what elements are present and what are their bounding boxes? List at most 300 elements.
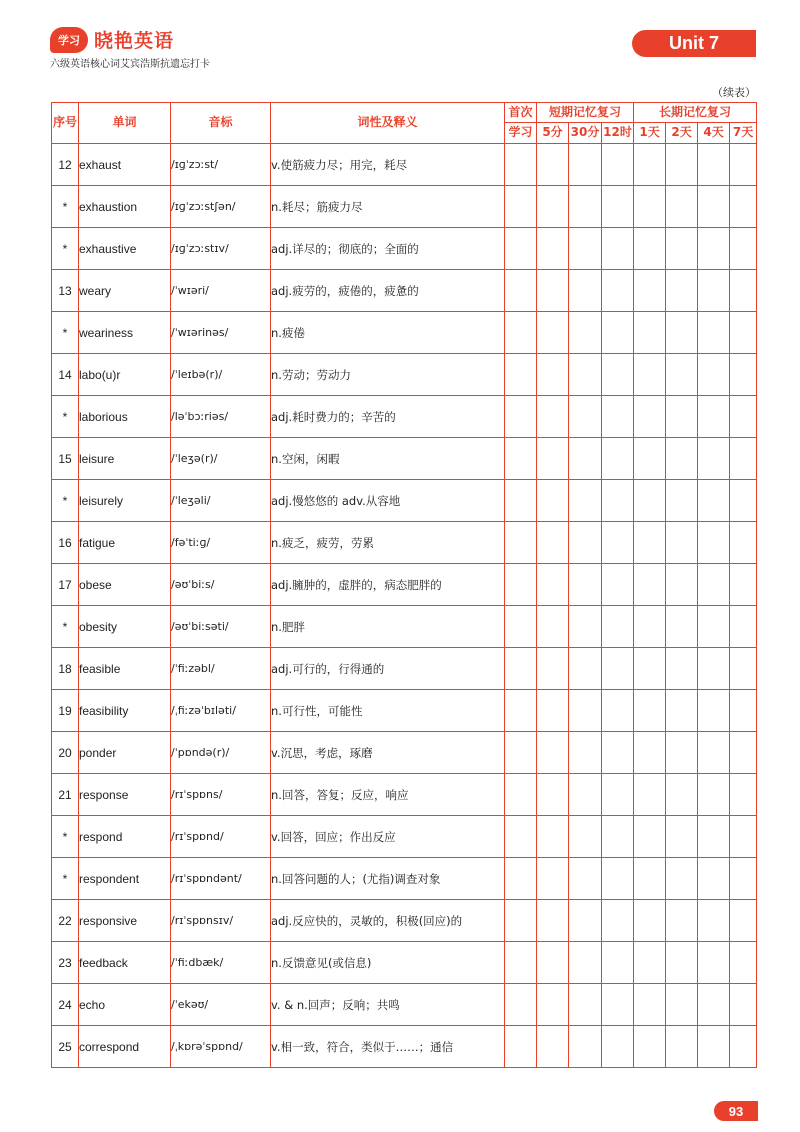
row-word: laborious bbox=[79, 396, 171, 438]
review-checkbox-cell[interactable] bbox=[730, 396, 757, 438]
row-word: respond bbox=[79, 816, 171, 858]
review-checkbox-cell[interactable] bbox=[537, 606, 569, 648]
row-phonetic: /ˈwɪəri/ bbox=[171, 270, 271, 312]
row-word: ponder bbox=[79, 732, 171, 774]
review-checkbox-cell[interactable] bbox=[537, 732, 569, 774]
review-checkbox-cell[interactable] bbox=[698, 648, 730, 690]
review-checkbox-cell[interactable] bbox=[505, 144, 537, 186]
review-checkbox-cell[interactable] bbox=[666, 942, 698, 984]
review-checkbox-cell[interactable] bbox=[634, 606, 666, 648]
review-checkbox-cell[interactable] bbox=[537, 858, 569, 900]
review-checkbox-cell[interactable] bbox=[602, 900, 634, 942]
review-checkbox-cell[interactable] bbox=[730, 774, 757, 816]
row-index: 20 bbox=[52, 732, 79, 774]
review-checkbox-cell[interactable] bbox=[730, 354, 757, 396]
review-checkbox-cell[interactable] bbox=[666, 480, 698, 522]
row-meaning: n.回答问题的人；(尤指)调查对象 bbox=[271, 858, 505, 900]
row-meaning: n.疲倦 bbox=[271, 312, 505, 354]
review-checkbox-cell[interactable] bbox=[537, 522, 569, 564]
review-checkbox-cell[interactable] bbox=[698, 396, 730, 438]
row-word: respondent bbox=[79, 858, 171, 900]
review-checkbox-cell[interactable] bbox=[602, 774, 634, 816]
review-checkbox-cell[interactable] bbox=[666, 774, 698, 816]
review-checkbox-cell[interactable] bbox=[569, 270, 602, 312]
review-checkbox-cell[interactable] bbox=[569, 228, 602, 270]
table-row bbox=[52, 270, 757, 312]
review-checkbox-cell[interactable] bbox=[602, 186, 634, 228]
review-checkbox-cell[interactable] bbox=[730, 480, 757, 522]
review-checkbox-cell[interactable] bbox=[602, 312, 634, 354]
table-row bbox=[52, 606, 757, 648]
review-checkbox-cell[interactable] bbox=[602, 816, 634, 858]
review-checkbox-cell[interactable] bbox=[537, 774, 569, 816]
review-checkbox-cell[interactable] bbox=[634, 774, 666, 816]
review-checkbox-cell[interactable] bbox=[698, 690, 730, 732]
row-word: obesity bbox=[79, 606, 171, 648]
review-checkbox-cell[interactable] bbox=[505, 942, 537, 984]
review-checkbox-cell[interactable] bbox=[505, 564, 537, 606]
row-word: exhaustion bbox=[79, 186, 171, 228]
review-checkbox-cell[interactable] bbox=[569, 186, 602, 228]
review-checkbox-cell[interactable] bbox=[505, 1026, 537, 1068]
review-checkbox-cell[interactable] bbox=[634, 522, 666, 564]
review-checkbox-cell[interactable] bbox=[730, 690, 757, 732]
review-checkbox-cell[interactable] bbox=[698, 522, 730, 564]
review-checkbox-cell[interactable] bbox=[602, 354, 634, 396]
review-checkbox-cell[interactable] bbox=[537, 816, 569, 858]
review-checkbox-cell[interactable] bbox=[569, 942, 602, 984]
row-phonetic: /ˈfiːzəbl/ bbox=[171, 648, 271, 690]
review-checkbox-cell[interactable] bbox=[505, 186, 537, 228]
row-phonetic: /ˈleʒəli/ bbox=[171, 480, 271, 522]
review-checkbox-cell[interactable] bbox=[537, 438, 569, 480]
review-checkbox-cell[interactable] bbox=[634, 564, 666, 606]
review-checkbox-cell[interactable] bbox=[537, 984, 569, 1026]
review-checkbox-cell[interactable] bbox=[730, 438, 757, 480]
row-index: 25 bbox=[52, 1026, 79, 1068]
review-checkbox-cell[interactable] bbox=[602, 942, 634, 984]
row-phonetic: /ˌfiːzəˈbɪləti/ bbox=[171, 690, 271, 732]
row-index: * bbox=[52, 606, 79, 648]
row-meaning: adj.疲劳的，疲倦的，疲惫的 bbox=[271, 270, 505, 312]
review-checkbox-cell[interactable] bbox=[602, 648, 634, 690]
row-phonetic: /əʊˈbiːs/ bbox=[171, 564, 271, 606]
row-word: leisurely bbox=[79, 480, 171, 522]
review-checkbox-cell[interactable] bbox=[537, 144, 569, 186]
continued-label: （续表） bbox=[712, 86, 756, 99]
row-meaning: n.可行性，可能性 bbox=[271, 690, 505, 732]
review-checkbox-cell[interactable] bbox=[537, 900, 569, 942]
review-checkbox-cell[interactable] bbox=[666, 732, 698, 774]
review-checkbox-cell[interactable] bbox=[569, 522, 602, 564]
review-checkbox-cell[interactable] bbox=[602, 228, 634, 270]
review-checkbox-cell[interactable] bbox=[537, 480, 569, 522]
row-word: responsive bbox=[79, 900, 171, 942]
review-checkbox-cell[interactable] bbox=[602, 606, 634, 648]
review-checkbox-cell[interactable] bbox=[602, 270, 634, 312]
review-checkbox-cell[interactable] bbox=[730, 228, 757, 270]
review-checkbox-cell[interactable] bbox=[666, 606, 698, 648]
review-checkbox-cell[interactable] bbox=[602, 564, 634, 606]
table-row bbox=[52, 438, 757, 480]
review-checkbox-cell[interactable] bbox=[505, 858, 537, 900]
review-checkbox-cell[interactable] bbox=[569, 732, 602, 774]
table-row bbox=[52, 942, 757, 984]
row-meaning: v.沉思，考虑，琢磨 bbox=[271, 732, 505, 774]
row-index: * bbox=[52, 186, 79, 228]
review-checkbox-cell[interactable] bbox=[698, 774, 730, 816]
header-short-term: 短期记忆复习 bbox=[537, 103, 634, 123]
review-checkbox-cell[interactable] bbox=[602, 732, 634, 774]
review-checkbox-cell[interactable] bbox=[666, 228, 698, 270]
review-checkbox-cell[interactable] bbox=[505, 396, 537, 438]
review-checkbox-cell[interactable] bbox=[666, 144, 698, 186]
review-checkbox-cell[interactable] bbox=[666, 438, 698, 480]
review-checkbox-cell[interactable] bbox=[602, 480, 634, 522]
row-phonetic: /ˈpɒndə(r)/ bbox=[171, 732, 271, 774]
table-row bbox=[52, 858, 757, 900]
review-checkbox-cell[interactable] bbox=[698, 606, 730, 648]
row-word: echo bbox=[79, 984, 171, 1026]
row-meaning: n.耗尽；筋疲力尽 bbox=[271, 186, 505, 228]
review-checkbox-cell[interactable] bbox=[537, 690, 569, 732]
row-phonetic: /rɪˈspɒndənt/ bbox=[171, 858, 271, 900]
review-checkbox-cell[interactable] bbox=[730, 900, 757, 942]
review-checkbox-cell[interactable] bbox=[730, 312, 757, 354]
row-index: 23 bbox=[52, 942, 79, 984]
review-checkbox-cell[interactable] bbox=[730, 186, 757, 228]
review-checkbox-cell[interactable] bbox=[505, 900, 537, 942]
review-checkbox-cell[interactable] bbox=[505, 732, 537, 774]
row-phonetic: /ˌkɒrəˈspɒnd/ bbox=[171, 1026, 271, 1068]
header-meaning: 词性及释义 bbox=[271, 103, 505, 144]
review-checkbox-cell[interactable] bbox=[505, 312, 537, 354]
table-row bbox=[52, 228, 757, 270]
review-checkbox-cell[interactable] bbox=[569, 690, 602, 732]
review-checkbox-cell[interactable] bbox=[569, 144, 602, 186]
table-row bbox=[52, 816, 757, 858]
table-row bbox=[52, 144, 757, 186]
vocabulary-table bbox=[51, 102, 757, 1068]
review-checkbox-cell[interactable] bbox=[698, 270, 730, 312]
review-checkbox-cell[interactable] bbox=[602, 858, 634, 900]
review-checkbox-cell[interactable] bbox=[634, 354, 666, 396]
review-checkbox-cell[interactable] bbox=[634, 270, 666, 312]
review-checkbox-cell[interactable] bbox=[634, 648, 666, 690]
row-meaning: v.回答，回应；作出反应 bbox=[271, 816, 505, 858]
review-checkbox-cell[interactable] bbox=[698, 858, 730, 900]
row-word: labo(u)r bbox=[79, 354, 171, 396]
header-long-term: 长期记忆复习 bbox=[634, 103, 757, 123]
review-checkbox-cell[interactable] bbox=[666, 816, 698, 858]
row-index: * bbox=[52, 312, 79, 354]
review-checkbox-cell[interactable] bbox=[730, 522, 757, 564]
table-row bbox=[52, 1026, 757, 1068]
review-checkbox-cell[interactable] bbox=[537, 312, 569, 354]
header-2day: 2天 bbox=[666, 123, 698, 144]
review-checkbox-cell[interactable] bbox=[730, 144, 757, 186]
review-checkbox-cell[interactable] bbox=[569, 858, 602, 900]
review-checkbox-cell[interactable] bbox=[602, 984, 634, 1026]
review-checkbox-cell[interactable] bbox=[698, 942, 730, 984]
review-checkbox-cell[interactable] bbox=[730, 270, 757, 312]
row-phonetic: /ˈwɪərinəs/ bbox=[171, 312, 271, 354]
review-checkbox-cell[interactable] bbox=[505, 984, 537, 1026]
row-index: 19 bbox=[52, 690, 79, 732]
review-checkbox-cell[interactable] bbox=[730, 942, 757, 984]
review-checkbox-cell[interactable] bbox=[698, 312, 730, 354]
brand-logo bbox=[50, 26, 174, 53]
row-phonetic: /ləˈbɔːriəs/ bbox=[171, 396, 271, 438]
row-word: leisure bbox=[79, 438, 171, 480]
row-meaning: adj.臃肿的，虚胖的，病态肥胖的 bbox=[271, 564, 505, 606]
review-checkbox-cell[interactable] bbox=[569, 774, 602, 816]
review-checkbox-cell[interactable] bbox=[537, 186, 569, 228]
review-checkbox-cell[interactable] bbox=[537, 648, 569, 690]
review-checkbox-cell[interactable] bbox=[537, 942, 569, 984]
review-checkbox-cell[interactable] bbox=[730, 984, 757, 1026]
row-phonetic: /ɪɡˈzɔːstʃən/ bbox=[171, 186, 271, 228]
row-index: * bbox=[52, 480, 79, 522]
review-checkbox-cell[interactable] bbox=[666, 648, 698, 690]
review-checkbox-cell[interactable] bbox=[666, 522, 698, 564]
row-word: exhaust bbox=[79, 144, 171, 186]
review-checkbox-cell[interactable] bbox=[730, 858, 757, 900]
review-checkbox-cell[interactable] bbox=[569, 396, 602, 438]
review-checkbox-cell[interactable] bbox=[634, 900, 666, 942]
table-row bbox=[52, 984, 757, 1026]
header-30min: 30分 bbox=[569, 123, 602, 144]
header-first-study: 首次 bbox=[505, 103, 537, 123]
row-meaning: v. & n.回声；反响；共鸣 bbox=[271, 984, 505, 1026]
review-checkbox-cell[interactable] bbox=[666, 900, 698, 942]
review-checkbox-cell[interactable] bbox=[569, 900, 602, 942]
review-checkbox-cell[interactable] bbox=[634, 942, 666, 984]
review-checkbox-cell[interactable] bbox=[634, 732, 666, 774]
review-checkbox-cell[interactable] bbox=[569, 438, 602, 480]
review-checkbox-cell[interactable] bbox=[698, 480, 730, 522]
row-index: 16 bbox=[52, 522, 79, 564]
review-checkbox-cell[interactable] bbox=[569, 816, 602, 858]
review-checkbox-cell[interactable] bbox=[698, 984, 730, 1026]
review-checkbox-cell[interactable] bbox=[634, 1026, 666, 1068]
header-7day: 7天 bbox=[730, 123, 757, 144]
review-checkbox-cell[interactable] bbox=[634, 396, 666, 438]
review-checkbox-cell[interactable] bbox=[666, 354, 698, 396]
review-checkbox-cell[interactable] bbox=[634, 438, 666, 480]
review-checkbox-cell[interactable] bbox=[634, 858, 666, 900]
review-checkbox-cell[interactable] bbox=[666, 984, 698, 1026]
review-checkbox-cell[interactable] bbox=[569, 606, 602, 648]
review-checkbox-cell[interactable] bbox=[666, 396, 698, 438]
row-index: 12 bbox=[52, 144, 79, 186]
row-phonetic: /ˈekəʊ/ bbox=[171, 984, 271, 1026]
row-index: * bbox=[52, 396, 79, 438]
header-1day: 1天 bbox=[634, 123, 666, 144]
row-meaning: n.疲乏，疲劳，劳累 bbox=[271, 522, 505, 564]
row-meaning: adj.详尽的；彻底的；全面的 bbox=[271, 228, 505, 270]
review-checkbox-cell[interactable] bbox=[569, 354, 602, 396]
review-checkbox-cell[interactable] bbox=[505, 690, 537, 732]
row-phonetic: /ˈleɪbə(r)/ bbox=[171, 354, 271, 396]
row-word: feedback bbox=[79, 942, 171, 984]
review-checkbox-cell[interactable] bbox=[698, 900, 730, 942]
review-checkbox-cell[interactable] bbox=[666, 690, 698, 732]
review-checkbox-cell[interactable] bbox=[602, 144, 634, 186]
review-checkbox-cell[interactable] bbox=[602, 690, 634, 732]
row-meaning: adj.反应快的，灵敏的，积极(回应)的 bbox=[271, 900, 505, 942]
review-checkbox-cell[interactable] bbox=[698, 732, 730, 774]
review-checkbox-cell[interactable] bbox=[730, 564, 757, 606]
row-index: * bbox=[52, 816, 79, 858]
row-phonetic: /ɪɡˈzɔːstɪv/ bbox=[171, 228, 271, 270]
unit-badge: Unit 7 bbox=[632, 30, 756, 57]
row-word: correspond bbox=[79, 1026, 171, 1068]
row-index: 24 bbox=[52, 984, 79, 1026]
review-checkbox-cell[interactable] bbox=[505, 480, 537, 522]
review-checkbox-cell[interactable] bbox=[666, 858, 698, 900]
review-checkbox-cell[interactable] bbox=[698, 186, 730, 228]
header-first-study-sub: 学习 bbox=[505, 123, 537, 144]
brand-name: 晓艳英语 bbox=[94, 30, 175, 52]
review-checkbox-cell[interactable] bbox=[730, 732, 757, 774]
review-checkbox-cell[interactable] bbox=[698, 144, 730, 186]
header-4day: 4天 bbox=[698, 123, 730, 144]
row-index: 17 bbox=[52, 564, 79, 606]
row-word: obese bbox=[79, 564, 171, 606]
table-row bbox=[52, 522, 757, 564]
review-checkbox-cell[interactable] bbox=[634, 480, 666, 522]
row-meaning: adj.可行的，行得通的 bbox=[271, 648, 505, 690]
review-checkbox-cell[interactable] bbox=[537, 270, 569, 312]
review-checkbox-cell[interactable] bbox=[698, 564, 730, 606]
review-checkbox-cell[interactable] bbox=[730, 648, 757, 690]
table-row bbox=[52, 186, 757, 228]
review-checkbox-cell[interactable] bbox=[537, 564, 569, 606]
header-word: 单词 bbox=[79, 103, 171, 144]
table-row bbox=[52, 480, 757, 522]
review-checkbox-cell[interactable] bbox=[698, 354, 730, 396]
logo-badge-icon: 学习 bbox=[50, 27, 88, 53]
review-checkbox-cell[interactable] bbox=[569, 480, 602, 522]
table-row bbox=[52, 396, 757, 438]
review-checkbox-cell[interactable] bbox=[730, 816, 757, 858]
row-meaning: n.回答，答复；反应，响应 bbox=[271, 774, 505, 816]
table-row bbox=[52, 564, 757, 606]
review-checkbox-cell[interactable] bbox=[602, 522, 634, 564]
review-checkbox-cell[interactable] bbox=[634, 312, 666, 354]
row-index: 15 bbox=[52, 438, 79, 480]
review-checkbox-cell[interactable] bbox=[569, 564, 602, 606]
row-word: response bbox=[79, 774, 171, 816]
review-checkbox-cell[interactable] bbox=[634, 816, 666, 858]
row-meaning: adj.慢悠悠的 adv.从容地 bbox=[271, 480, 505, 522]
review-checkbox-cell[interactable] bbox=[698, 438, 730, 480]
row-meaning: adj.耗时费力的；辛苦的 bbox=[271, 396, 505, 438]
review-checkbox-cell[interactable] bbox=[634, 186, 666, 228]
review-checkbox-cell[interactable] bbox=[569, 312, 602, 354]
row-index: * bbox=[52, 228, 79, 270]
review-checkbox-cell[interactable] bbox=[505, 606, 537, 648]
row-meaning: n.劳动；劳动力 bbox=[271, 354, 505, 396]
row-index: 22 bbox=[52, 900, 79, 942]
review-checkbox-cell[interactable] bbox=[666, 186, 698, 228]
review-checkbox-cell[interactable] bbox=[505, 816, 537, 858]
review-checkbox-cell[interactable] bbox=[698, 228, 730, 270]
header-phonetic: 音标 bbox=[171, 103, 271, 144]
review-checkbox-cell[interactable] bbox=[666, 1026, 698, 1068]
review-checkbox-cell[interactable] bbox=[505, 354, 537, 396]
row-word: feasibility bbox=[79, 690, 171, 732]
row-phonetic: /rɪˈspɒnd/ bbox=[171, 816, 271, 858]
review-checkbox-cell[interactable] bbox=[634, 984, 666, 1026]
review-checkbox-cell[interactable] bbox=[698, 816, 730, 858]
row-word: fatigue bbox=[79, 522, 171, 564]
review-checkbox-cell[interactable] bbox=[602, 438, 634, 480]
review-checkbox-cell[interactable] bbox=[505, 270, 537, 312]
row-word: weariness bbox=[79, 312, 171, 354]
row-meaning: v.使筋疲力尽；用完，耗尽 bbox=[271, 144, 505, 186]
row-word: exhaustive bbox=[79, 228, 171, 270]
review-checkbox-cell[interactable] bbox=[634, 690, 666, 732]
table-row bbox=[52, 900, 757, 942]
review-checkbox-cell[interactable] bbox=[602, 1026, 634, 1068]
table-row bbox=[52, 648, 757, 690]
page-subtitle: 六级英语核心词艾宾浩斯抗遗忘打卡 bbox=[50, 59, 210, 70]
table-row bbox=[52, 774, 757, 816]
review-checkbox-cell[interactable] bbox=[666, 270, 698, 312]
row-phonetic: /rɪˈspɒnsɪv/ bbox=[171, 900, 271, 942]
review-checkbox-cell[interactable] bbox=[634, 144, 666, 186]
review-checkbox-cell[interactable] bbox=[634, 228, 666, 270]
row-phonetic: /əʊˈbiːsəti/ bbox=[171, 606, 271, 648]
review-checkbox-cell[interactable] bbox=[537, 228, 569, 270]
review-checkbox-cell[interactable] bbox=[505, 522, 537, 564]
review-checkbox-cell[interactable] bbox=[537, 354, 569, 396]
row-index: * bbox=[52, 858, 79, 900]
review-checkbox-cell[interactable] bbox=[666, 312, 698, 354]
row-word: weary bbox=[79, 270, 171, 312]
row-word: feasible bbox=[79, 648, 171, 690]
review-checkbox-cell[interactable] bbox=[730, 606, 757, 648]
row-index: 14 bbox=[52, 354, 79, 396]
review-checkbox-cell[interactable] bbox=[505, 774, 537, 816]
header-5min: 5分 bbox=[537, 123, 569, 144]
row-phonetic: /fəˈtiːɡ/ bbox=[171, 522, 271, 564]
review-checkbox-cell[interactable] bbox=[569, 984, 602, 1026]
table-row bbox=[52, 354, 757, 396]
row-index: 18 bbox=[52, 648, 79, 690]
review-checkbox-cell[interactable] bbox=[569, 648, 602, 690]
row-phonetic: /ɪɡˈzɔːst/ bbox=[171, 144, 271, 186]
review-checkbox-cell[interactable] bbox=[730, 1026, 757, 1068]
review-checkbox-cell[interactable] bbox=[505, 228, 537, 270]
review-checkbox-cell[interactable] bbox=[569, 1026, 602, 1068]
review-checkbox-cell[interactable] bbox=[505, 648, 537, 690]
row-meaning: n.反馈意见(或信息) bbox=[271, 942, 505, 984]
table-row bbox=[52, 690, 757, 732]
review-checkbox-cell[interactable] bbox=[698, 1026, 730, 1068]
review-checkbox-cell[interactable] bbox=[537, 1026, 569, 1068]
review-checkbox-cell[interactable] bbox=[666, 564, 698, 606]
row-meaning: n.空闲，闲暇 bbox=[271, 438, 505, 480]
review-checkbox-cell[interactable] bbox=[505, 438, 537, 480]
row-index: 13 bbox=[52, 270, 79, 312]
review-checkbox-cell[interactable] bbox=[602, 396, 634, 438]
row-meaning: n.肥胖 bbox=[271, 606, 505, 648]
review-checkbox-cell[interactable] bbox=[537, 396, 569, 438]
table-row bbox=[52, 732, 757, 774]
